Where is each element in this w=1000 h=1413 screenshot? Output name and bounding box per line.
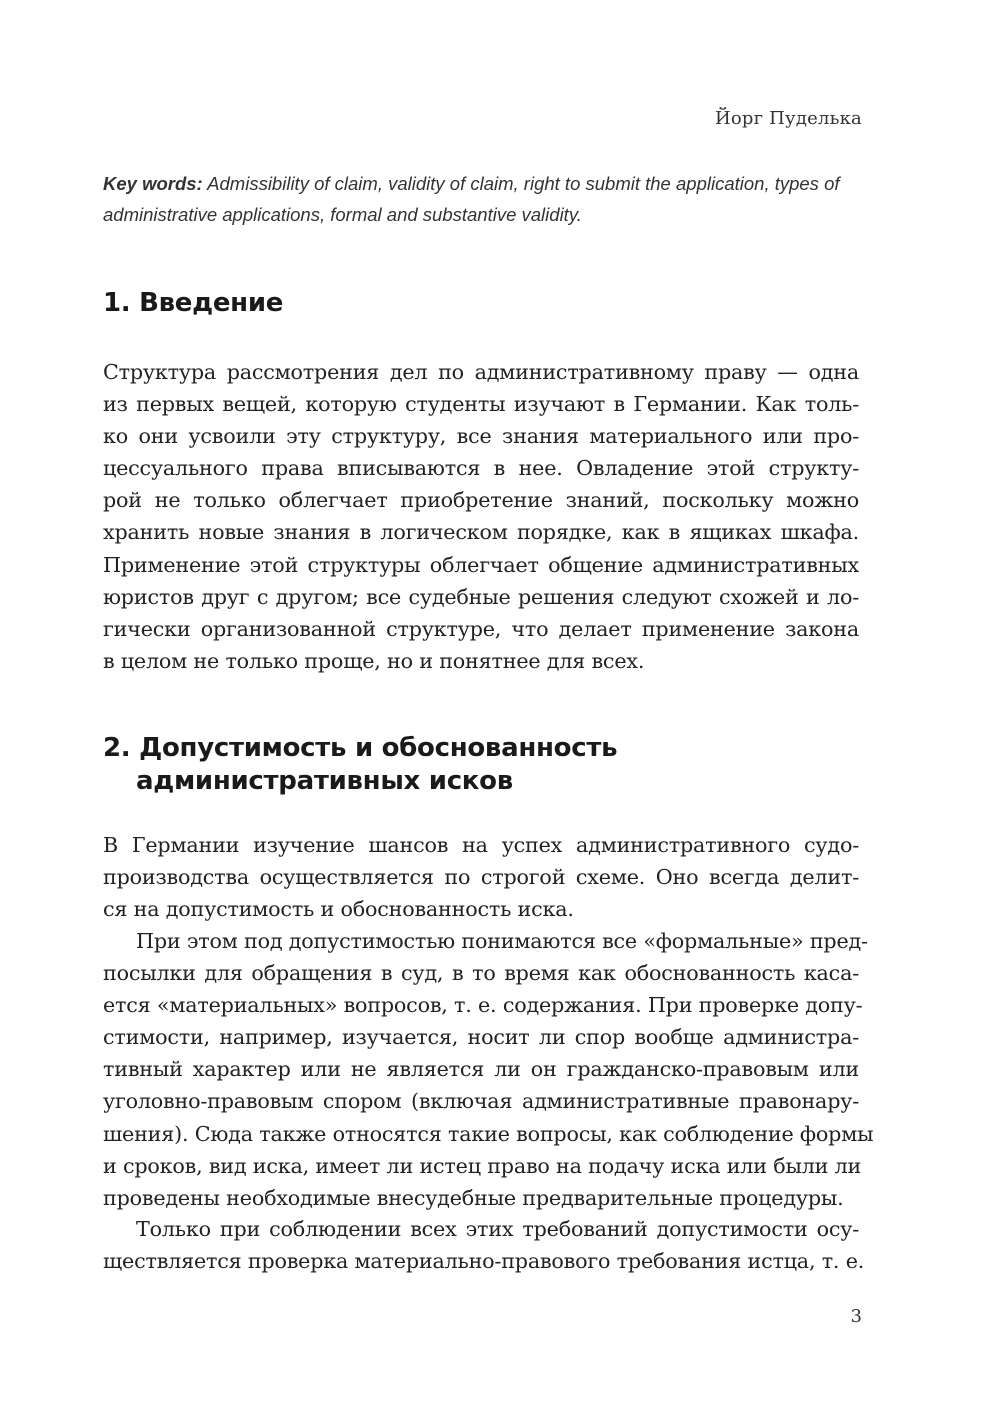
section-2-heading-line-1: 2. Допустимость и обоснованность bbox=[103, 733, 618, 763]
section-2-paragraph-2 bbox=[103, 925, 874, 1214]
text-line: ется «материальных» вопросов, т. е. содержания. При проверке допу- bbox=[103, 993, 863, 1018]
text-line: Применение этой структуры облегчает общение административных bbox=[103, 552, 859, 577]
text-line: и сроков, вид иска, имеет ли истец право на подачу иска или были ли bbox=[103, 1153, 862, 1178]
text-line: из первых вещей, которую студенты изучают в Германии. Как толь- bbox=[103, 392, 859, 417]
text-line: в целом не только проще, но и понятнее для всех. bbox=[103, 648, 645, 673]
text-line: хранить новые знания в логическом порядке, как в ящиках шкафа. bbox=[103, 520, 859, 545]
section-1-heading: 1. Введение bbox=[103, 288, 284, 318]
text-line: проведены необходимые внесудебные предварительные процедуры. bbox=[103, 1185, 844, 1210]
text-line: ко они усвоили эту структуру, все знания материального или про- bbox=[103, 424, 859, 449]
section-2-heading-line-2: административных исков bbox=[136, 766, 513, 796]
text-line: Структура рассмотрения дел по административному праву — одна bbox=[103, 360, 859, 384]
text-line: цессуального права вписываются в нее. Овладение этой структу- bbox=[103, 456, 859, 481]
section-2-paragraph-1 bbox=[103, 829, 859, 925]
page-number: 3 bbox=[850, 1306, 862, 1327]
text-line: гически организованной структуре, что делает применение закона bbox=[103, 616, 859, 641]
text-line: тивный характер или не является ли он гражданско-правовым или bbox=[103, 1057, 859, 1082]
section-2-paragraph-3 bbox=[103, 1213, 865, 1277]
section-1-paragraph bbox=[103, 356, 859, 677]
text-line: рой не только облегчает приобретение знаний, поскольку можно bbox=[103, 488, 859, 513]
keywords-label: Key words: bbox=[103, 173, 203, 194]
section-2-heading bbox=[103, 732, 617, 798]
text-line: посылки для обращения в суд, в то время как обоснованность каса- bbox=[103, 961, 859, 986]
text-line: уголовно-правовым спором (включая административные правонару- bbox=[103, 1089, 859, 1114]
text-line: шения). Сюда также относятся такие вопросы, как соблюдение формы bbox=[103, 1121, 874, 1146]
text-line: ся на допустимость и обоснованность иска. bbox=[103, 897, 574, 922]
text-line: Только при соблюдении всех этих требований допустимости осу- bbox=[136, 1217, 859, 1241]
keywords-text: Admissibility of claim, validity of claim, right to submit the application, types of administrative applications, formal and substantive validity. bbox=[103, 173, 840, 225]
running-head-author: Йорг Пуделька bbox=[714, 108, 862, 129]
text-line: производства осуществляется по строгой схеме. Оно всегда делит- bbox=[103, 865, 859, 890]
keywords-block bbox=[103, 168, 865, 230]
text-line: юристов друг с другом; все судебные решения следуют схожей и ло- bbox=[103, 584, 859, 609]
text-line: При этом под допустимостью понимаются все «формальные» пред- bbox=[136, 929, 868, 953]
text-line: В Германии изучение шансов на успех административного судо- bbox=[103, 833, 859, 857]
text-line: ществляется проверка материально-правового требования истца, т. е. bbox=[103, 1249, 865, 1274]
text-line: стимости, например, изучается, носит ли спор вообще администра- bbox=[103, 1025, 859, 1050]
